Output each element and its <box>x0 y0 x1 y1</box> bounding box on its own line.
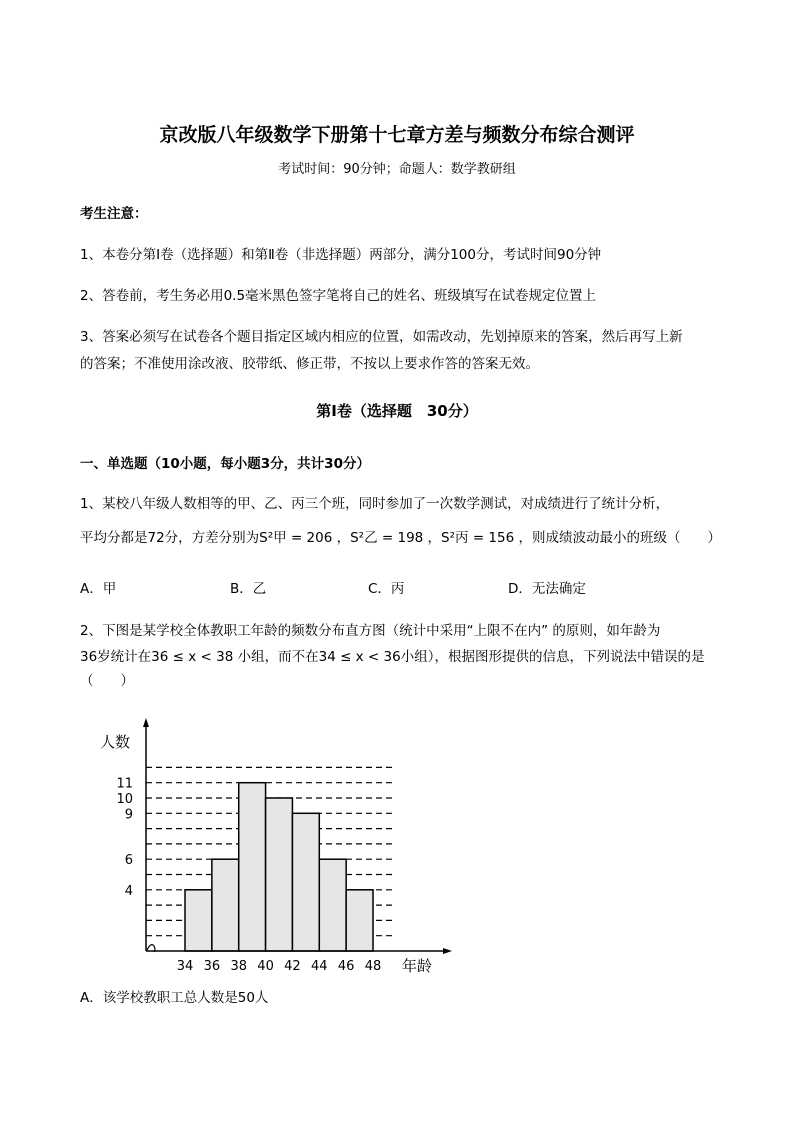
q1-option-a[interactable]: A．甲 <box>80 581 117 597</box>
x-tick-label: 46 <box>337 959 355 974</box>
q2-text: 36岁统计在36 ≤ x < 38 小组，而不在34 ≤ x < 36小组），根据图形提供的信息，下列说法中错误的是 <box>80 649 705 665</box>
y-tick-label: 4 <box>124 883 133 899</box>
histogram-bar <box>346 890 373 951</box>
notice-item: 的答案；不准使用涂改液、胶带纸、修正带，不按以上要求作答的答案无效。 <box>80 356 539 372</box>
q1-text: 平均分都是72分，方差分别为S²甲 = 206 ，S²乙 = 198 ，S²丙 = 156 ，则成绩波动最小的班级（ ） <box>80 530 721 546</box>
y-tick-label: 11 <box>116 776 133 792</box>
q1-text: 1、某校八年级人数相等的甲、乙、丙三个班，同时参加了一次数学测试，对成绩进行了统计分析， <box>80 496 670 512</box>
x-axis-arrow-icon <box>443 948 452 954</box>
x-tick-label: 34 <box>176 959 194 974</box>
histogram-bar <box>266 798 293 951</box>
x-tick-label: 38 <box>230 959 247 974</box>
section-heading: 一、单选题（10小题，每小题3分，共计30分） <box>80 456 370 472</box>
page-subtitle: 考试时间：90分钟；命题人：数学教研组 <box>278 162 516 177</box>
y-axis-label: 人数 <box>100 733 131 751</box>
y-axis-arrow-icon <box>143 718 149 727</box>
q2-option-a[interactable]: A．该学校教职工总人数是50人 <box>80 990 269 1006</box>
page-title: 京改版八年级数学下册第十七章方差与频数分布综合测评 <box>159 124 635 146</box>
notice-heading: 考生注意： <box>80 206 148 222</box>
notice-item: 3、答案必须写在试卷各个题目指定区域内相应的位置，如需改动，先划掉原来的答案，然后再写上新 <box>80 329 683 345</box>
histogram-bar <box>239 783 266 951</box>
q1-option-c[interactable]: C．丙 <box>368 581 405 597</box>
y-tick-label: 10 <box>116 792 133 807</box>
q2-text: 2、下图是某学校全体教职工年龄的频数分布直方图（统计中采用“上限不在内” 的原则，如年龄为 <box>80 623 661 639</box>
x-tick-label: 44 <box>311 959 328 974</box>
x-axis-label: 年龄 <box>402 957 433 975</box>
q2-text: （ ） <box>80 673 134 689</box>
notice-item: 2、答卷前，考生务必用0.5毫米黑色签字笔将自己的姓名、班级填写在试卷规定位置上 <box>80 288 597 304</box>
x-tick-label: 48 <box>364 959 382 974</box>
histogram-bar <box>185 890 212 951</box>
y-tick-label: 9 <box>124 807 133 823</box>
q1-option-d[interactable]: D．无法确定 <box>508 581 586 597</box>
histogram-bar <box>292 813 319 951</box>
histogram-bar <box>212 859 239 951</box>
histogram-bar <box>319 859 346 951</box>
y-tick-label: 6 <box>124 853 133 869</box>
x-tick-label: 42 <box>284 959 301 974</box>
x-tick-label: 36 <box>203 959 221 974</box>
q1-option-b[interactable]: B．乙 <box>230 581 267 597</box>
part-title: 第Ⅰ卷（选择题 30分） <box>316 402 478 420</box>
notice-item: 1、本卷分第Ⅰ卷（选择题）和第Ⅱ卷（非选择题）两部分，满分100分，考试时间90分钟 <box>80 247 602 263</box>
x-tick-label: 40 <box>257 959 274 974</box>
